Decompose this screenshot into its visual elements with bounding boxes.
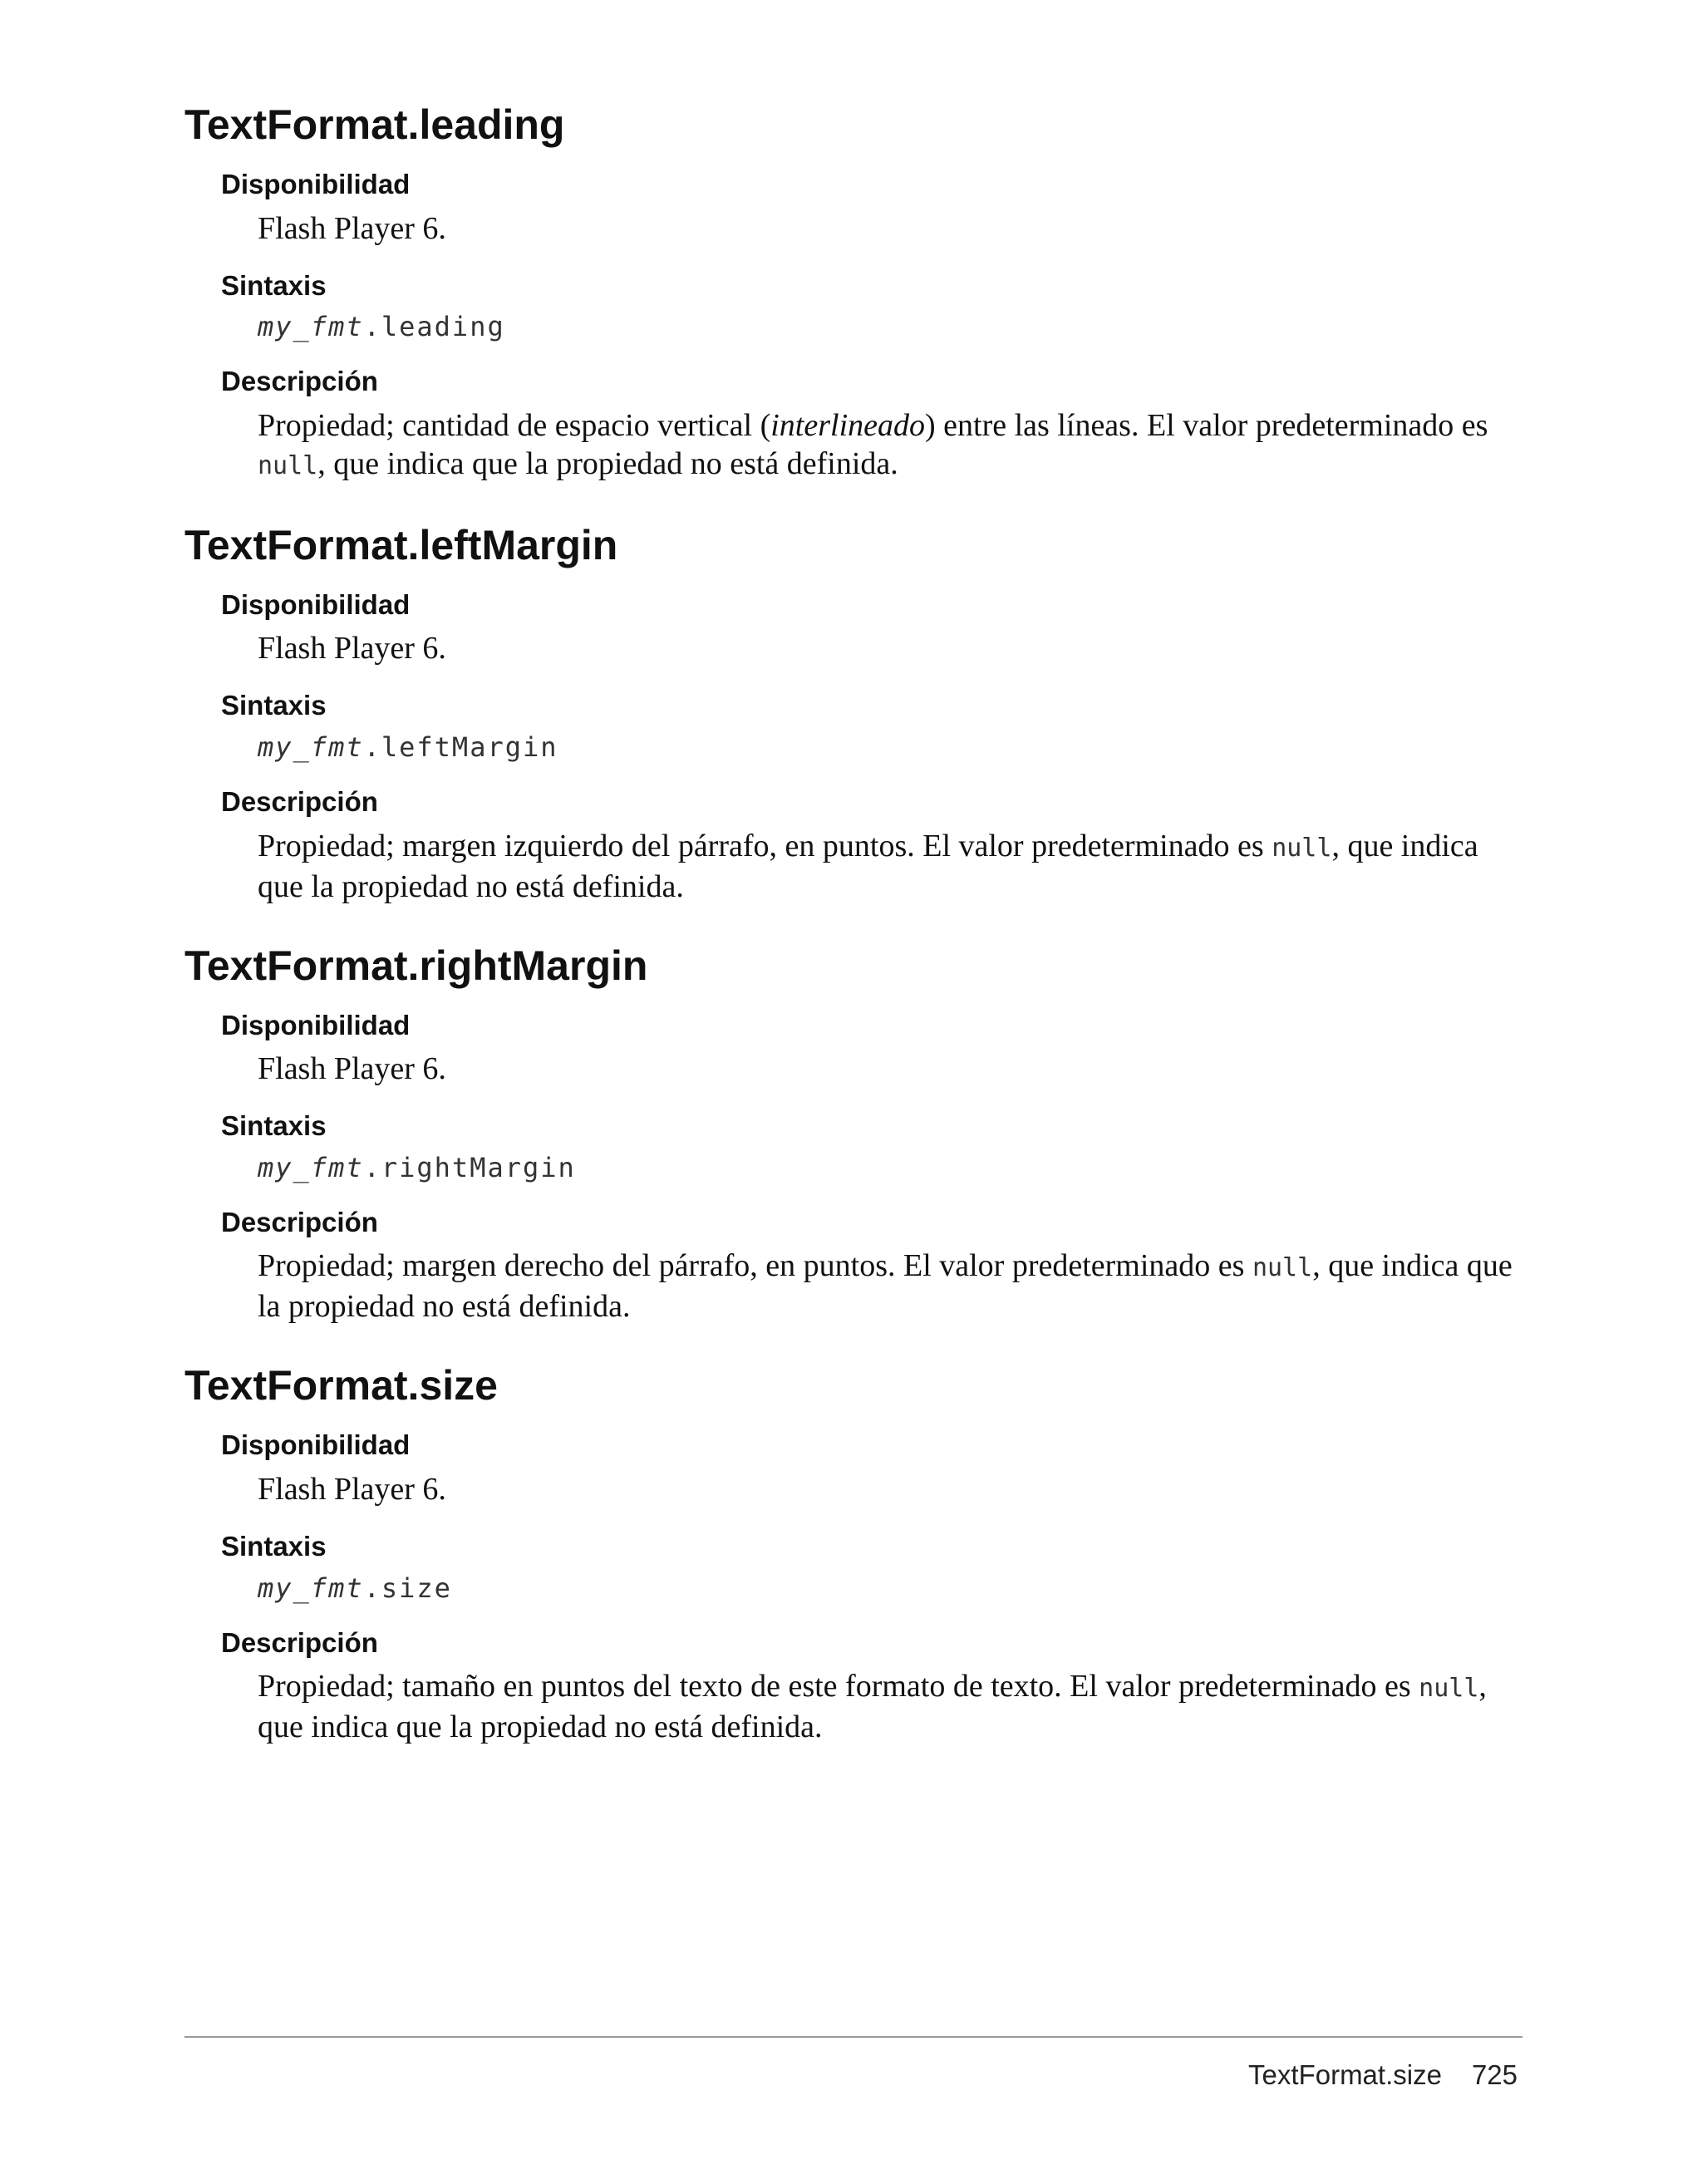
syntax-code [258,730,1522,764]
availability-heading: Disponibilidad [221,1429,411,1461]
inline-code: null [1252,1253,1313,1283]
inline-code: null [1272,833,1332,863]
inline-code: null [1419,1674,1479,1704]
description-heading: Descripción [221,1206,378,1237]
description-text [258,1667,1529,1746]
syntax-code [258,1151,1522,1184]
availability-heading: Disponibilidad [221,1009,411,1040]
syntax-heading: Sintaxis [221,690,327,721]
description-part: Propiedad; margen izquierdo del párrafo, en puntos. El valor predeterminado es [258,828,1272,863]
availability-heading: Disponibilidad [221,588,411,620]
availability-heading: Disponibilidad [221,169,411,199]
description-heading: Descripción [221,785,378,817]
syntax-heading: Sintaxis [221,1110,327,1142]
section-right-margin [184,941,1522,1326]
entry-title: TextFormat.rightMargin [184,942,648,989]
description-part: Propiedad; cantidad de espacio vertical ( [258,407,771,443]
description-part: , que indica que la propiedad no está definida. [317,445,898,481]
page-footer [1248,2059,1518,2091]
availability-text: Flash Player 6. [258,1051,446,1087]
availability-text: Flash Player 6. [258,1471,446,1507]
description-emphasis: interlineado [770,407,926,443]
section-size [184,1360,1522,1746]
section-leading [184,100,1522,485]
description-part: , que indica que la propiedad no está definida. [258,1248,1513,1325]
description-heading: Descripción [221,366,378,397]
description-part: Propiedad; tamaño en puntos del texto de este formato de texto. El valor predeterminado es [258,1669,1419,1704]
description-text [258,406,1529,485]
description-part: Propiedad; margen derecho del párrafo, en puntos. El valor predeterminado es [258,1248,1252,1284]
description-text [258,827,1529,906]
description-part: , que indica que la propiedad no está definida. [258,1669,1487,1745]
syntax-heading: Sintaxis [221,1530,327,1562]
syntax-code [258,310,1522,343]
page-number: 725 [1471,2059,1518,2090]
syntax-object: my_fmt [258,730,364,763]
availability-text: Flash Player 6. [258,210,446,246]
description-part: , que indica que la propiedad no está definida. [258,828,1478,904]
description-heading: Descripción [221,1626,378,1658]
running-title: TextFormat.size [1248,2059,1442,2090]
syntax-property: .leftMargin [363,730,558,763]
section-left-margin [184,520,1522,906]
syntax-code [258,1572,1522,1605]
availability-text: Flash Player 6. [258,631,446,667]
footer-divider [184,2036,1522,2038]
inline-code: null [258,450,318,480]
entry-title: TextFormat.leading [184,101,565,148]
syntax-property: .size [363,1572,452,1604]
entry-title: TextFormat.leftMargin [184,521,618,568]
syntax-object: my_fmt [258,1572,364,1604]
syntax-property: .leading [363,311,505,343]
syntax-object: my_fmt [258,1151,364,1183]
syntax-heading: Sintaxis [221,269,327,301]
syntax-property: .rightMargin [363,1151,576,1183]
description-part: ) entre las líneas. El valor predeterminado es [925,407,1488,443]
description-text [258,1247,1529,1326]
document-page [184,100,1522,1768]
entry-title: TextFormat.size [184,1362,498,1409]
syntax-object: my_fmt [258,311,364,343]
